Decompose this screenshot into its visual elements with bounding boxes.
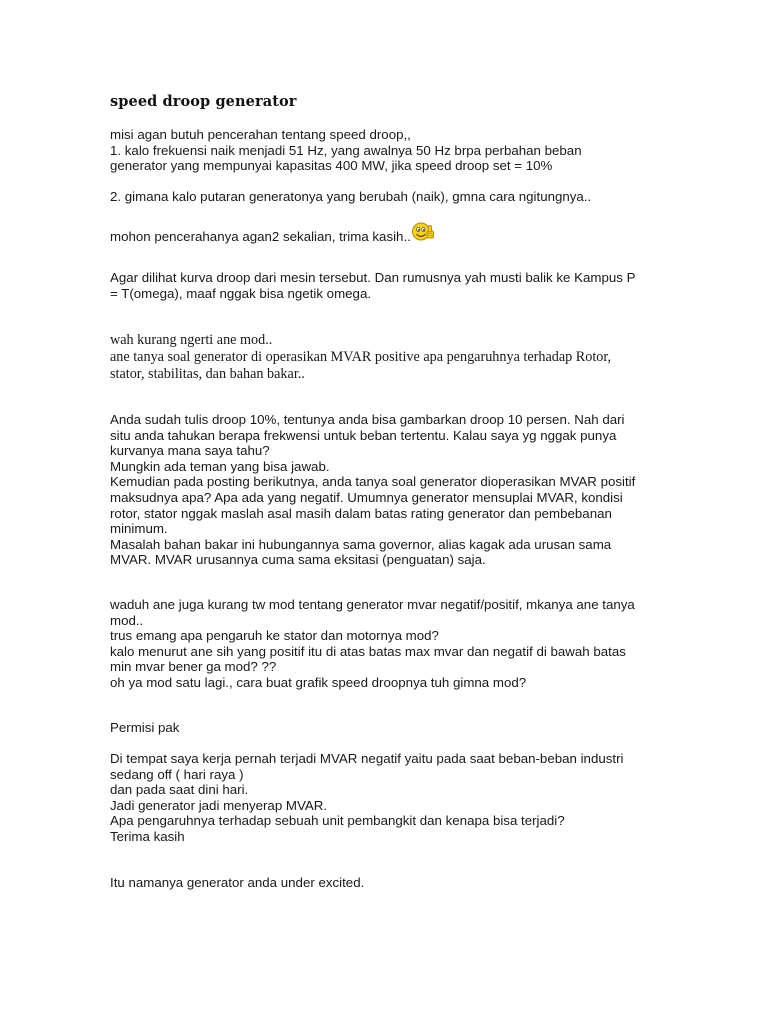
text-line: stator, stabilitas, dan bahan bakar..: [110, 366, 305, 382]
text-line: oh ya mod satu lagi., cara buat grafik speed droopnya tuh gimna mod?: [110, 674, 527, 690]
paragraph-question-2: [110, 189, 670, 205]
text-line: waduh ane juga kurang tw mod tentang generator mvar negatif/positif, mkanya ane tanya: [110, 597, 635, 612]
paragraph-thanks: [110, 222, 670, 245]
text-line: minimum.: [110, 521, 168, 537]
text-line: = T(omega), maaf nggak bisa ngetik omega.: [110, 285, 372, 301]
text-line: min mvar bener ga mod? ??: [110, 659, 277, 675]
text-line: Anda sudah tulis droop 10%, tentunya anda bisa gambarkan droop 10 persen. Nah dari: [110, 412, 625, 427]
text-line: Mungkin ada teman yang bisa jawab.: [110, 458, 330, 474]
thumbs-up-smiley-icon: [411, 222, 435, 244]
paragraph-answer-1: [110, 270, 670, 301]
text-line: Masalah bahan bakar ini hubungannya sama governor, alias kagak ada urusan sama: [110, 536, 612, 552]
thanks-text: mohon pencerahanya agan2 sekalian, trima kasih..: [110, 229, 411, 244]
paragraph-question-3: [110, 751, 670, 845]
text-line: situ anda tahukan berapa frekwensi untuk beban tertentu. Kalau saya yg nggak punya: [110, 427, 617, 443]
text-line: kalo menurut ane sih yang positif itu di atas batas max mvar dan negatif di bawah batas: [110, 643, 626, 659]
text-line: Kemudian pada posting berikutnya, anda tanya soal generator dioperasikan MVAR positif: [110, 474, 636, 490]
text-line: Apa pengaruhnya terhadap sebuah unit pembangkit dan kenapa bisa terjadi?: [110, 813, 565, 829]
text-line: 1. kalo frekuensi naik menjadi 51 Hz, yang awalnya 50 Hz brpa perbahan beban: [110, 142, 582, 158]
text-line: maksudnya apa? Apa ada yang negatif. Umumnya generator mensuplai MVAR, kondisi: [110, 489, 623, 505]
text-line: Di tempat saya kerja pernah terjadi MVAR negatif yaitu pada saat beban-beban industri: [110, 751, 624, 766]
paragraph-question: [110, 127, 670, 174]
paragraph-reply-2: [110, 597, 670, 691]
text-line: dan pada saat dini hari.: [110, 782, 249, 798]
text-line: wah kurang ngerti ane mod..: [110, 332, 273, 348]
paragraph-answer-3: [110, 875, 670, 891]
paragraph-reply-serif: [110, 332, 670, 383]
text-line: ane tanya soal generator di operasikan MVAR positive apa pengaruhnya terhadap Rotor,: [110, 349, 612, 365]
text-line: trus emang apa pengaruh ke stator dan motornya mod?: [110, 628, 439, 644]
text-line: sedang off ( hari raya ): [110, 766, 244, 782]
document-title: speed droop generator: [110, 93, 297, 110]
text-line: 2. gimana kalo putaran generatonya yang berubah (naik), gmna cara ngitungnya..: [110, 189, 592, 204]
text-line: Agar dilihat kurva droop dari mesin tersebut. Dan rumusnya yah musti balik ke Kampus P: [110, 270, 636, 285]
text-line: Permisi pak: [110, 720, 180, 735]
text-line: kurvanya mana saya tahu?: [110, 443, 270, 459]
text-line: rotor, stator nggak maslah asal masih dalam batas rating generator dan pembebanan: [110, 505, 612, 521]
text-line: misi agan butuh pencerahan tentang speed droop,,: [110, 127, 411, 142]
text-line: Jadi generator jadi menyerap MVAR.: [110, 797, 328, 813]
text-line: MVAR. MVAR urusannya cuma sama eksitasi (penguatan) saja.: [110, 552, 486, 568]
text-line: mod..: [110, 612, 144, 628]
text-line: [110, 222, 670, 245]
paragraph-answer-2: [110, 412, 670, 568]
paragraph-greeting: [110, 720, 670, 736]
text-line: generator yang mempunyai kapasitas 400 MW, jika speed droop set = 10%: [110, 158, 553, 174]
text-line: Terima kasih: [110, 828, 185, 844]
text-line: Itu namanya generator anda under excited.: [110, 875, 365, 890]
